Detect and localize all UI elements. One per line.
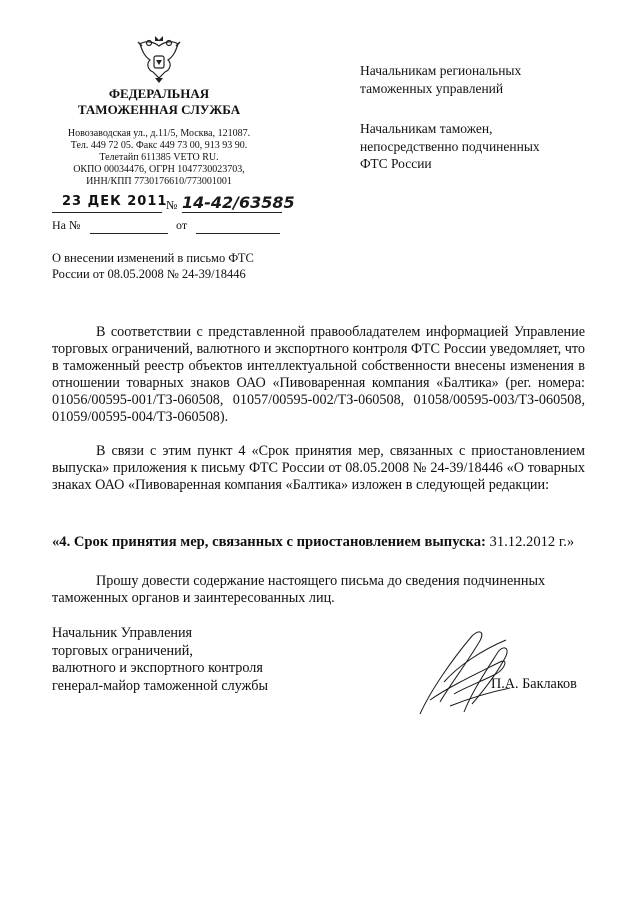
address-line: ОКПО 00034476, ОГРН 1047730023703, — [73, 164, 245, 175]
org-name-line2: ТАМОЖЕННАЯ СЛУЖБА — [77, 102, 241, 117]
signatory-position — [52, 625, 268, 695]
handwritten-signature — [410, 622, 520, 722]
quote-date: 31.12.2012 г.» — [485, 534, 575, 550]
position-line: Начальник Управления — [52, 625, 193, 641]
recipient-line: Начальникам таможен, — [360, 121, 493, 136]
document-date-stamp: 23 ДЕК 2011 — [62, 194, 168, 209]
document-number: 14-42/63585 — [182, 193, 295, 212]
quote-bold: «4. Срок принятия мер, связанных с приостановлением выпуска: — [52, 534, 486, 550]
recipient-line: таможенных управлений — [360, 80, 504, 96]
recipient-line: непосредственно подчиненных — [360, 138, 540, 154]
position-line: валютного и экспортного контроля — [52, 660, 263, 676]
recipient-line: ФТС России — [360, 156, 432, 171]
state-emblem-icon — [136, 34, 182, 84]
recipients-group-2 — [360, 120, 540, 173]
body-paragraph-2: В связи с этим пункт 4 «Срок принятия мер, связанных с приостановлением выпуска» приложения к письму ФТС России от 08.05.2008 № 24-39/18446 «О товарных знаках ОАО «Пивоваренная компания «Балтика» изложен в следующей редакции: — [52, 443, 585, 493]
quoted-amendment — [52, 534, 574, 551]
address-line: Новозаводская ул., д.11/5, Москва, 121087. — [67, 128, 251, 139]
subject-line: России от 08.05.2008 № 24-39/18446 — [52, 267, 246, 281]
position-line: генерал-майор таможенной службы — [52, 677, 269, 694]
address-line: ИНН/КПП 7730176610/773001001 — [86, 176, 232, 187]
address-line: Телетайп 611385 VETO RU. — [99, 152, 219, 163]
ref-from-label: от — [176, 218, 188, 232]
position-line: торговых ограничений, — [52, 642, 193, 659]
recipients-group-1 — [360, 62, 521, 97]
signatory-name: П.А. Баклаков — [491, 676, 577, 692]
number-sign: № — [166, 198, 178, 212]
subject — [52, 250, 254, 282]
address-line: Тел. 449 72 05. Факс 449 73 00, 913 93 90. — [70, 140, 248, 151]
org-name-line1: ФЕДЕРАЛЬНАЯ — [108, 86, 210, 101]
body-paragraph-3: Прошу довести содержание настоящего письма до сведения подчиненных таможенных органов и заинтересованных лиц. — [52, 573, 546, 606]
subject-line: О внесении изменений в письмо ФТС — [52, 251, 254, 265]
body-paragraph-1: В соответствии с представленной правообладателем информацией Управление торговых ограничений, валютного и экспортного контроля ФТС России уведомляет, что в таможенный реестр объектов интеллектуальной собственности внесены изменения в отношении товарных знаков ОАО «Пивоваренная компания «Балтика» (рег. номера: 01056/00595-001/ТЗ-060508, 01057/00595-002/ТЗ-060508, 01058/00595-003/ТЗ-060508, 01059/00595-004/ТЗ-060508). — [52, 324, 585, 425]
recipient-line: Начальникам региональных — [360, 63, 522, 78]
ref-label: На № — [52, 218, 81, 232]
